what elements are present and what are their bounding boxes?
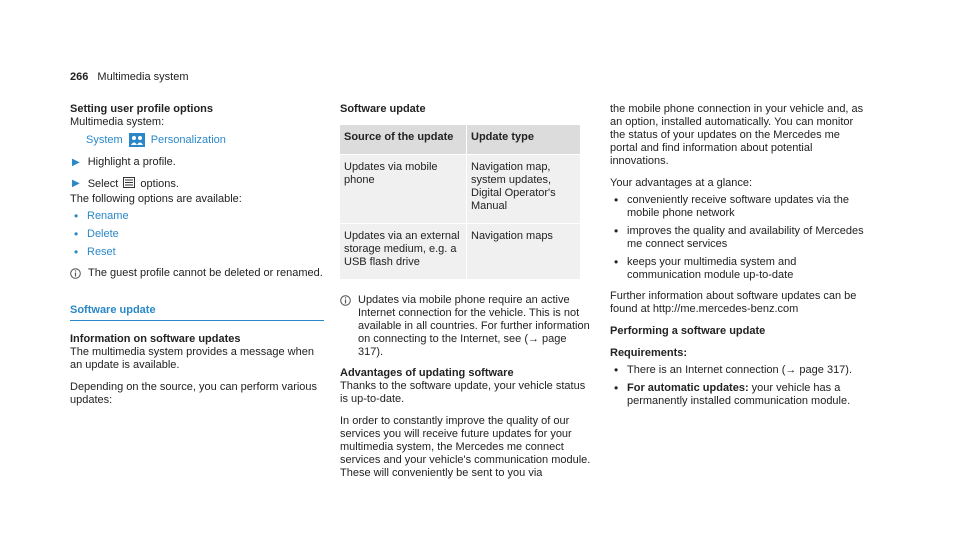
info-icon: [340, 295, 351, 306]
column-left: [70, 103, 324, 416]
path-personalization: Personalization: [150, 133, 226, 146]
table-row: [340, 224, 580, 280]
table-cell: Updates via mobile phone: [340, 155, 467, 224]
note-guest-profile: [70, 267, 324, 280]
software-update-heading: Software update: [70, 304, 324, 321]
advantages-text: Thanks to the software update, your vehicle status is up-to-date.: [340, 380, 586, 405]
info-icon: [70, 268, 81, 279]
path-system: System: [86, 133, 123, 146]
table-cell: Navigation maps: [467, 224, 581, 280]
step-select-text: Select: [87, 178, 119, 190]
column-middle: [340, 103, 592, 489]
advantages-list: [610, 194, 870, 282]
menu-path: [86, 133, 324, 147]
profile-options-title: Setting user profile options: [70, 103, 214, 115]
table-header-row: [340, 125, 580, 155]
req-text: your vehicle has a permanently installed communication module.: [627, 382, 851, 407]
step-select: [70, 177, 324, 191]
options-intro: The following options are available:: [70, 193, 242, 205]
req-label: For automatic updates:: [627, 382, 749, 394]
info-text: The multimedia system provides a message when an update is available.: [70, 346, 314, 371]
advantages-text-2: In order to constantly improve the quality of our services you will receive future updates for your multimedia system, the Mercedes me connect services and your vehicle's communication module. These will conveniently be sent to you via: [340, 415, 591, 479]
list-item: • conveniently receive software updates via the mobile phone network: [610, 194, 870, 220]
column-right: [610, 103, 870, 416]
menu-options-icon: [123, 177, 135, 188]
requirements-list: [610, 364, 870, 408]
option-rename: • Rename: [70, 210, 324, 223]
step-arrow-icon: ▶: [72, 157, 80, 168]
options-list: [70, 210, 324, 259]
step-options-text: options.: [140, 178, 179, 190]
list-item: [610, 382, 870, 408]
note-text: Updates via mobile phone require an active Internet connection for the vehicle. This is not available in all countries. For further information on connecting to the Internet, see (→ page 317).: [358, 294, 590, 358]
further-info: Further information about software updates can be found at http://me.mercedes-benz.com: [610, 290, 857, 315]
info-title: Information on software updates: [70, 333, 241, 345]
section-name: Multimedia system: [97, 71, 189, 83]
table-row: [340, 155, 580, 224]
option-reset: • Reset: [70, 246, 324, 259]
note-mobile-updates: [340, 294, 592, 359]
list-item: • There is an Internet connection (→ page 317).: [610, 364, 870, 377]
requirements-title: Requirements:: [610, 347, 688, 359]
update-table: [340, 125, 580, 280]
perform-title: Performing a software update: [610, 325, 766, 337]
table-cell: Updates via an external storage medium, e.g. a USB flash drive: [340, 224, 467, 280]
list-item: • keeps your multimedia system and communication module up-to-date: [610, 256, 870, 282]
option-delete: • Delete: [70, 228, 324, 241]
advantages-title: Advantages of updating software: [340, 367, 514, 379]
step-highlight: [70, 156, 324, 169]
table-header: Update type: [467, 125, 581, 155]
personalization-icon: [129, 133, 145, 147]
depending-text: Depending on the source, you can perform various updates:: [70, 381, 318, 406]
step-text: Highlight a profile.: [87, 156, 176, 168]
table-cell: Navigation map, system updates, Digital Operator's Manual: [467, 155, 581, 224]
table-header: Source of the update: [340, 125, 467, 155]
note-text: The guest profile cannot be deleted or renamed.: [88, 267, 323, 279]
step-text: [88, 177, 179, 191]
page-number: 266: [70, 71, 89, 83]
page-header: [70, 71, 189, 84]
list-item: • improves the quality and availability of Mercedes me connect services: [610, 225, 870, 251]
profile-options-lead: Multimedia system:: [70, 116, 165, 128]
continued-text: the mobile phone connection in your vehicle and, as an option, installed automatically. You can monitor the status of your updates on the Mercedes me portal and find information about potential innovations.: [610, 103, 864, 167]
software-update-title: Software update: [340, 103, 426, 115]
step-arrow-icon: ▶: [72, 178, 80, 189]
advantages-intro: Your advantages at a glance:: [610, 177, 753, 189]
